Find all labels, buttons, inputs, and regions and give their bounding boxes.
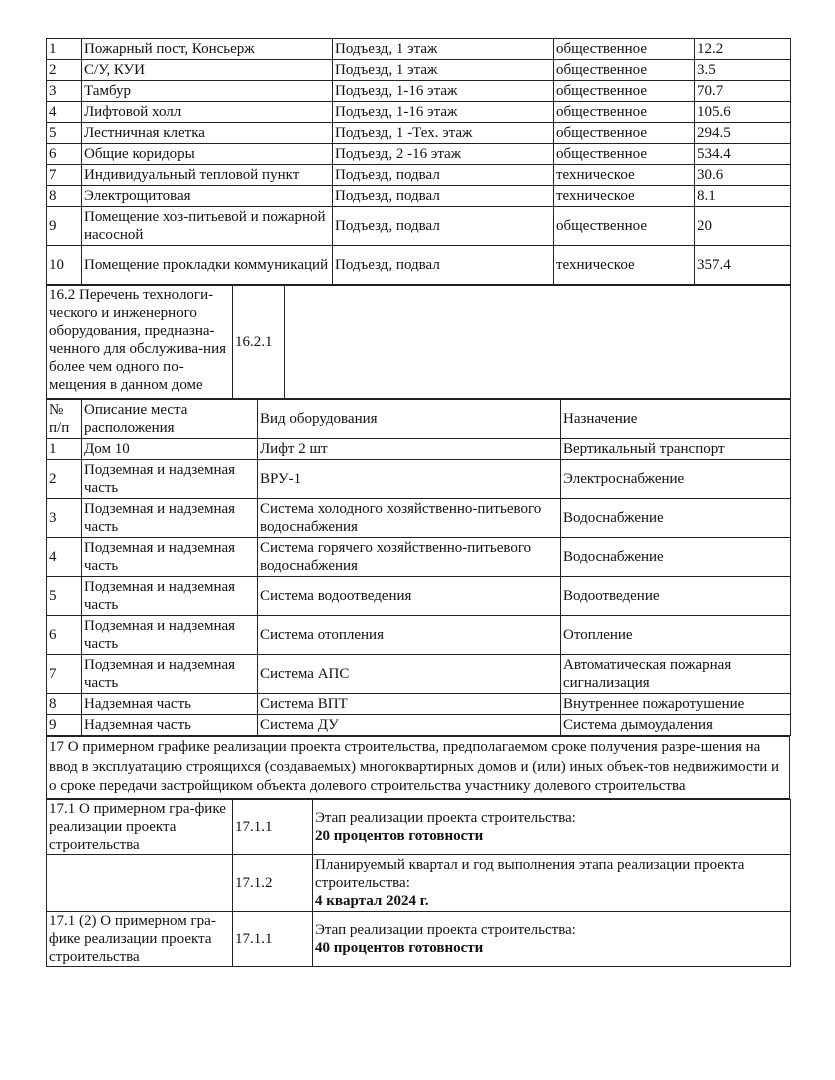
cell-purpose: общественное [554, 144, 695, 165]
cell-location: Подземная и надземная часть [82, 616, 258, 655]
cell-num: 4 [47, 538, 82, 577]
cell-location: Подземная и надземная часть [82, 460, 258, 499]
cell-num: 6 [47, 144, 82, 165]
header-location: Описание места расположения [82, 400, 258, 439]
cell-num: 1 [47, 439, 82, 460]
cell-name: Общие коридоры [82, 144, 333, 165]
cell-location: Надземная часть [82, 694, 258, 715]
table-row [47, 102, 791, 123]
table-row [47, 123, 791, 144]
cell-location: Подъезд, 1 -Тех. этаж [333, 123, 554, 144]
cell-purpose: общественное [554, 81, 695, 102]
cell-num: 8 [47, 694, 82, 715]
cell-purpose: Водоснабжение [561, 538, 791, 577]
cell-purpose: общественное [554, 60, 695, 81]
cell-location: Подъезд, подвал [333, 246, 554, 285]
cell-num: 2 [47, 60, 82, 81]
table-row [47, 439, 791, 460]
cell-location: Подъезд, 1 этаж [333, 60, 554, 81]
cell-purpose: Вертикальный транспорт [561, 439, 791, 460]
cell-type: ВРУ-1 [258, 460, 561, 499]
cell-purpose: общественное [554, 102, 695, 123]
cell-area: 8.1 [695, 186, 791, 207]
table-row [47, 207, 791, 246]
cell-type: Система холодного хозяйственно-питьевого водоснабжения [258, 499, 561, 538]
cell-purpose: общественное [554, 207, 695, 246]
stage-text: Этап реализации проекта строительства: [315, 921, 576, 938]
header-type: Вид оборудования [258, 400, 561, 439]
schedule-code: 17.1.1 [233, 911, 313, 966]
table-row [47, 144, 791, 165]
table-row [47, 694, 791, 715]
cell-name: Лифтовой холл [82, 102, 333, 123]
cell-num: 3 [47, 499, 82, 538]
equipment-table [46, 399, 791, 736]
cell-purpose: общественное [554, 123, 695, 144]
cell-location: Подъезд, подвал [333, 165, 554, 186]
schedule-stage [313, 911, 791, 966]
schedule-quarter [313, 854, 791, 911]
header-purpose: Назначение [561, 400, 791, 439]
cell-num: 2 [47, 460, 82, 499]
table-row [47, 60, 791, 81]
cell-name: С/У, КУИ [82, 60, 333, 81]
cell-name: Тамбур [82, 81, 333, 102]
cell-purpose: Отопление [561, 616, 791, 655]
cell-location: Подземная и надземная часть [82, 577, 258, 616]
cell-num: 6 [47, 616, 82, 655]
stage-value: 40 процентов готовности [315, 939, 484, 956]
section-16-2 [46, 285, 791, 399]
cell-location: Подземная и надземная часть [82, 655, 258, 694]
section-17-schedule [46, 799, 791, 967]
cell-name: Лестничная клетка [82, 123, 333, 144]
table-row [47, 499, 791, 538]
schedule-code: 17.1.1 [233, 799, 313, 854]
schedule-label: 17.1 (2) О примерном гра-фике реализации проекта строительства [47, 911, 233, 966]
cell-area: 534.4 [695, 144, 791, 165]
cell-area: 30.6 [695, 165, 791, 186]
cell-location: Подъезд, подвал [333, 207, 554, 246]
table-row [47, 246, 791, 285]
table-row [47, 715, 791, 736]
equipment-header-row [47, 400, 791, 439]
section-17-header [46, 736, 790, 799]
schedule-label [47, 854, 233, 911]
section-17-title: 17 О примерном графике реализации проекта строительства, предполагаемом сроке получения разре-шения на ввод в эксплуатацию строящихся (создаваемых) многоквартирных домов и (или) иных объек-тов недвижимости и о сроке передачи застройщиком объекта долевого строительства участнику долевого строительства [47, 737, 790, 799]
cell-num: 9 [47, 207, 82, 246]
cell-num: 7 [47, 655, 82, 694]
cell-type: Лифт 2 шт [258, 439, 561, 460]
table-row [47, 186, 791, 207]
cell-area: 12.2 [695, 39, 791, 60]
cell-location: Подземная и надземная часть [82, 538, 258, 577]
table-row [47, 655, 791, 694]
cell-location: Подъезд, подвал [333, 186, 554, 207]
section-16-2-value [285, 286, 791, 399]
table-row [47, 616, 791, 655]
table-row [47, 460, 791, 499]
cell-num: 9 [47, 715, 82, 736]
cell-purpose: техническое [554, 246, 695, 285]
cell-type: Система отопления [258, 616, 561, 655]
cell-purpose: техническое [554, 165, 695, 186]
cell-type: Система горячего хозяйственно-питьевого водоснабжения [258, 538, 561, 577]
cell-num: 5 [47, 123, 82, 144]
cell-name: Пожарный пост, Консьерж [82, 39, 333, 60]
cell-area: 3.5 [695, 60, 791, 81]
cell-purpose: Внутреннее пожаротушение [561, 694, 791, 715]
cell-location: Подъезд, 1-16 этаж [333, 81, 554, 102]
cell-num: 7 [47, 165, 82, 186]
cell-location: Подъезд, 2 -16 этаж [333, 144, 554, 165]
cell-location: Подъезд, 1 этаж [333, 39, 554, 60]
cell-name: Электрощитовая [82, 186, 333, 207]
cell-purpose: техническое [554, 186, 695, 207]
stage-value: 20 процентов готовности [315, 827, 484, 844]
document-page [46, 38, 790, 967]
cell-area: 294.5 [695, 123, 791, 144]
cell-area: 105.6 [695, 102, 791, 123]
table-row [47, 538, 791, 577]
schedule-code: 17.1.2 [233, 854, 313, 911]
cell-purpose: Автоматическая пожарная сигнализация [561, 655, 791, 694]
cell-area: 357.4 [695, 246, 791, 285]
table-row [47, 165, 791, 186]
cell-type: Система ВПТ [258, 694, 561, 715]
table-row [47, 39, 791, 60]
cell-type: Система водоотведения [258, 577, 561, 616]
cell-location: Подъезд, 1-16 этаж [333, 102, 554, 123]
cell-num: 3 [47, 81, 82, 102]
table-row [47, 577, 791, 616]
cell-area: 20 [695, 207, 791, 246]
cell-type: Система ДУ [258, 715, 561, 736]
table-row [47, 81, 791, 102]
cell-num: 10 [47, 246, 82, 285]
cell-name: Помещение хоз-питьевой и пожарной насосной [82, 207, 333, 246]
cell-num: 4 [47, 102, 82, 123]
cell-purpose: Водоснабжение [561, 499, 791, 538]
section-16-2-code: 16.2.1 [233, 286, 285, 399]
cell-purpose: Система дымоудаления [561, 715, 791, 736]
cell-purpose: Водоотведение [561, 577, 791, 616]
section-16-2-title: 16.2 Перечень технологи-ческого и инженерного оборудования, предназна-ченного для обслужива-ния более чем одного по-мещения в данном доме [47, 286, 233, 399]
cell-area: 70.7 [695, 81, 791, 102]
stage-text: Этап реализации проекта строительства: [315, 809, 576, 826]
cell-purpose: Электроснабжение [561, 460, 791, 499]
cell-location: Подземная и надземная часть [82, 499, 258, 538]
quarter-value: 4 квартал 2024 г. [315, 892, 429, 909]
cell-location: Дом 10 [82, 439, 258, 460]
cell-name: Индивидуальный тепловой пункт [82, 165, 333, 186]
schedule-label: 17.1 О примерном гра-фике реализации проекта строительства [47, 799, 233, 854]
cell-num: 1 [47, 39, 82, 60]
header-num: № п/п [47, 400, 82, 439]
cell-num: 5 [47, 577, 82, 616]
cell-location: Надземная часть [82, 715, 258, 736]
schedule-stage [313, 799, 791, 854]
cell-type: Система АПС [258, 655, 561, 694]
premises-table [46, 38, 791, 285]
cell-name: Помещение прокладки коммуникаций [82, 246, 333, 285]
cell-purpose: общественное [554, 39, 695, 60]
quarter-text: Планируемый квартал и год выполнения этапа реализации проекта строительства: [315, 856, 745, 891]
cell-num: 8 [47, 186, 82, 207]
